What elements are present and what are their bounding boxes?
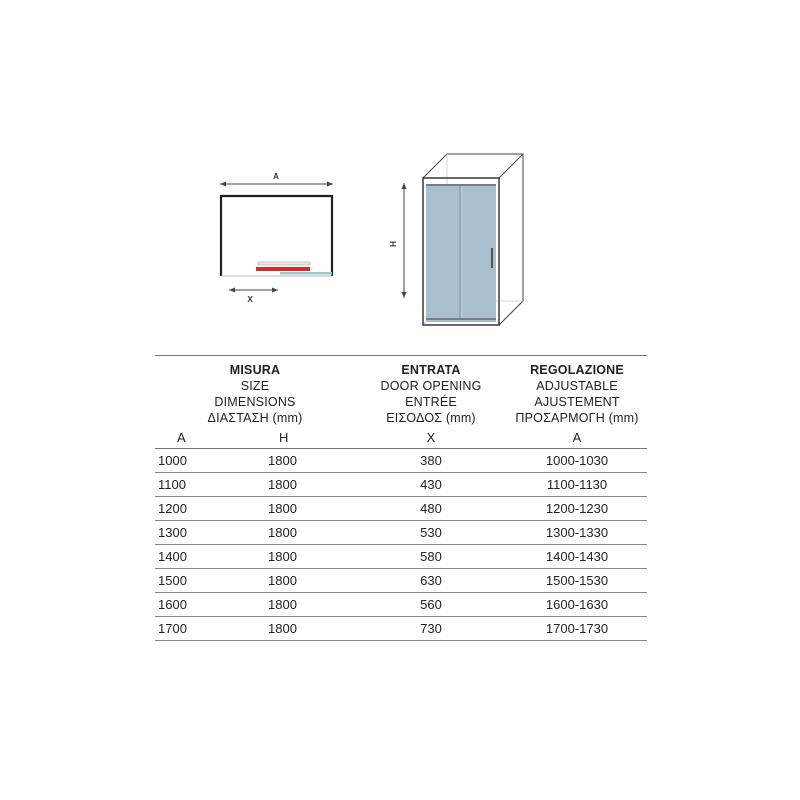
entry-header-en: DOOR OPENING (380, 379, 482, 393)
inner-rail (258, 262, 310, 265)
cell-h: 1800 (268, 501, 297, 516)
cell-x: 530 (420, 525, 442, 540)
cell-adjustable: 1200-1230 (545, 501, 609, 516)
arrow-left-icon (229, 288, 235, 293)
cell-a: 1400 (158, 549, 187, 564)
table-row (155, 473, 647, 497)
dimension-a-label: A (273, 172, 279, 181)
dimension-x-label: X (247, 295, 253, 304)
measure-header-fr: DIMENSIONS (214, 395, 296, 409)
measure-header-gr: ΔΙΑΣΤΑΣΗ (mm) (207, 411, 303, 425)
teal-fixed-panel (280, 272, 332, 275)
cell-x: 630 (420, 573, 442, 588)
cell-a: 1200 (158, 501, 187, 516)
arrow-down-icon (402, 292, 407, 298)
arrow-up-icon (402, 183, 407, 189)
cell-x: 560 (420, 597, 442, 612)
cell-x: 480 (420, 501, 442, 516)
front-view-diagram (389, 154, 523, 325)
table-header-row (155, 356, 647, 427)
table-row (155, 545, 647, 569)
cell-adjustable: 1700-1730 (545, 621, 609, 636)
cell-a: 1000 (158, 453, 187, 468)
cell-x: 380 (420, 453, 442, 468)
cell-a: 1100 (158, 477, 186, 492)
arrow-right-icon (327, 182, 333, 187)
table-body (155, 449, 647, 641)
cell-h: 1800 (268, 549, 297, 564)
adjust-header-en: ADJUSTABLE (536, 379, 618, 393)
table-row (155, 497, 647, 521)
subheader-x: X (426, 429, 436, 445)
subheader-a: A (177, 429, 186, 445)
cell-adjustable: 1000-1030 (545, 453, 609, 468)
adjust-header-fr: AJUSTEMENT (534, 395, 620, 409)
red-sliding-panel (256, 267, 310, 271)
table-row (155, 593, 647, 617)
specification-table (155, 355, 647, 641)
cell-adjustable: 1500-1530 (545, 573, 609, 588)
measure-header-it: MISURA (229, 363, 281, 377)
subheader-adj-a: A (572, 429, 582, 445)
cell-x: 430 (420, 477, 442, 492)
arrow-right-icon (272, 288, 278, 293)
cell-a: 1300 (158, 525, 187, 540)
table-row (155, 449, 647, 473)
door-handle-icon (491, 248, 493, 268)
cell-x: 730 (420, 621, 442, 636)
cell-h: 1800 (268, 597, 297, 612)
diagrams (0, 0, 800, 340)
enclosure-edge (499, 154, 523, 178)
cell-h: 1800 (268, 573, 297, 588)
top-view-diagram (220, 172, 333, 304)
cell-adjustable: 1400-1430 (545, 549, 609, 564)
entry-header (355, 356, 507, 427)
table-row (155, 521, 647, 545)
cell-h: 1800 (268, 477, 297, 492)
cell-x: 580 (420, 549, 442, 564)
entry-header-it: ENTRATA (401, 363, 461, 377)
cell-adjustable: 1600-1630 (545, 597, 609, 612)
adjust-header (507, 356, 647, 427)
arrow-left-icon (220, 182, 226, 187)
table-subheader-row (155, 426, 647, 449)
dimension-h-label: H (389, 241, 398, 247)
cell-a: 1700 (158, 621, 187, 636)
subheader-h: H (279, 429, 289, 445)
adjust-header-gr: ΠΡΟΣΑΡΜΟΓΗ (mm) (515, 411, 639, 425)
cell-h: 1800 (268, 453, 297, 468)
glass-panel (426, 184, 496, 322)
cell-adjustable: 1300-1330 (545, 525, 609, 540)
table-row (155, 617, 647, 641)
cell-h: 1800 (268, 621, 297, 636)
cell-adjustable: 1100-1130 (546, 477, 608, 492)
adjust-header-it: REGOLAZIONE (530, 363, 624, 377)
entry-header-gr: ΕΙΣΟΔΟΣ (mm) (386, 411, 476, 425)
measure-header (155, 356, 355, 427)
cell-a: 1500 (158, 573, 187, 588)
entry-header-fr: ENTRÉE (405, 395, 457, 409)
table-row (155, 569, 647, 593)
cell-h: 1800 (268, 525, 297, 540)
cell-a: 1600 (158, 597, 187, 612)
measure-header-en: SIZE (240, 379, 270, 393)
